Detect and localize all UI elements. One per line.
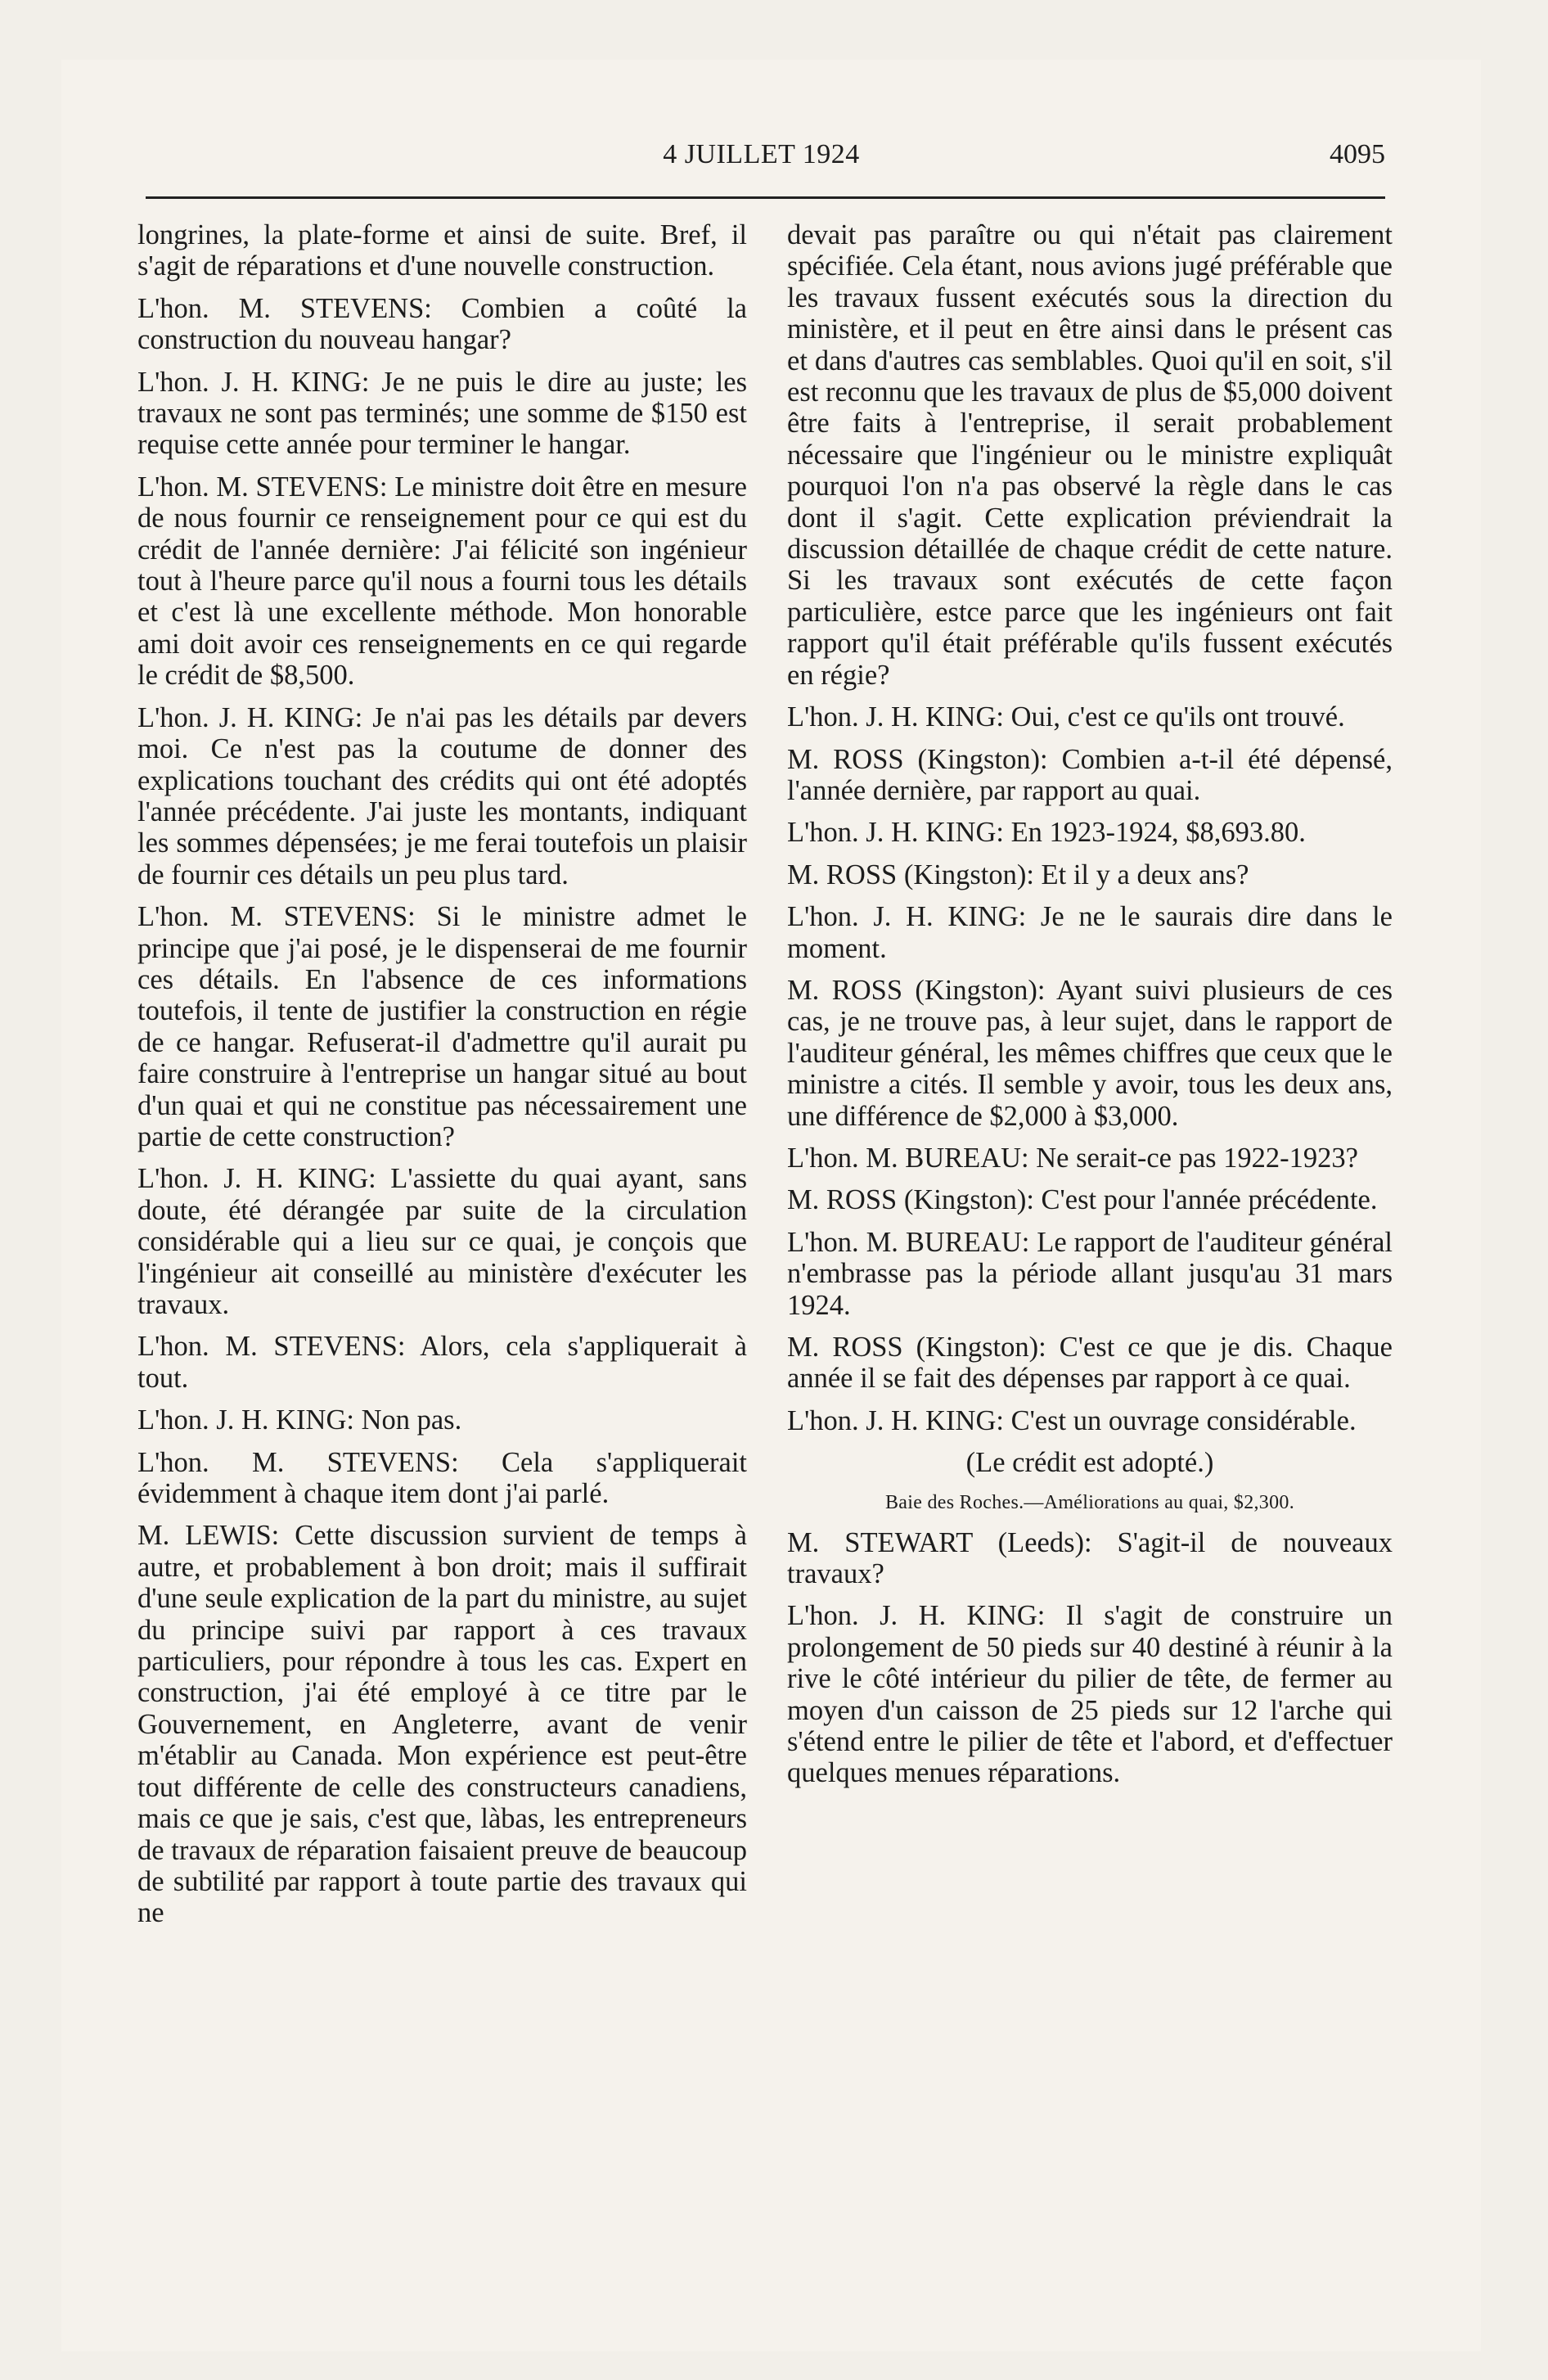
paragraph: L'hon. M. BUREAU: Le rapport de l'auditeur général n'embrasse pas la période allant jusqu'au 31 mars 1924. <box>787 1226 1393 1321</box>
paragraph: L'hon. J. H. KING: C'est un ouvrage considérable. <box>787 1404 1357 1436</box>
paragraph: L'hon. J. H. KING: Je ne le saurais dire dans le moment. <box>787 901 1393 964</box>
vote-item-heading: Baie des Roches.—Améliorations au quai, $2,300. <box>884 1491 1294 1513</box>
paragraph: L'hon. M. STEVENS: Alors, cela s'appliquerait à tout. <box>137 1331 747 1394</box>
paragraph: L'hon. J. H. KING: Il s'agit de construire un prolongement de 50 pieds sur 40 destiné à réunir à la rive le côté intérieur du pilier de tête, de fermer au moyen d'un caisson de 25 pieds sur 12 l'arche qui s'étend entre le pilier de tête et l'abord, et d'effectuer quelques menues réparations. <box>787 1600 1393 1789</box>
paragraph: L'hon. J. H. KING: Non pas. <box>137 1404 462 1436</box>
header-rule <box>146 196 1385 199</box>
page-number: 4095 <box>1330 139 1385 169</box>
paragraph: L'hon. M. STEVENS: Combien a coûté la construction du nouveau hangar? <box>137 292 747 356</box>
paragraph: devait pas paraître ou qui n'était pas clairement spécifiée. Cela étant, nous avions jugé préférable que les travaux fussent exécutés sous la direction du ministère, et il peut en être ainsi dans le présent cas et dans d'autres cas semblables. Quoi qu'il en soit, s'il est reconnu que les travaux de plus de $5,000 doivent être faits à l'entreprise, il serait probablement nécessaire que l'ingénieur ou le ministre expliquât pourquoi l'on n'a pas observé la règle dans le cas dont il s'agit. Cette explication préviendrait la discussion détaillée de chaque crédit de cette nature. Si les travaux sont exécutés de cette façon particulière, estce parce que les ingénieurs ont fait rapport qu'il était préférable qu'ils fussent exécutés en régie? <box>787 219 1393 691</box>
paragraph: longrines, la plate-forme et ainsi de suite. Bref, il s'agit de réparations et d'une nouvelle construction. <box>137 219 747 282</box>
paragraph: L'hon. J. H. KING: Je ne puis le dire au juste; les travaux ne sont pas terminés; une somme de $150 est requise cette année pour terminer le hangar. <box>137 366 747 461</box>
paragraph: M. LEWIS: Cette discussion survient de temps à autre, et probablement à bon droit; mais il suffirait d'une seule explication de la part du ministre, au sujet du principe suivi par rapport à ces travaux particuliers, pour répondre à tous les cas. Expert en construction, j'ai été employé à ce titre par le Gouvernement, en Angleterre, avant de venir m'établir au Canada. Mon expérience est peut-être tout différente de celle des constructeurs canadiens, mais ce que je sais, c'est que, làbas, les entrepreneurs de travaux de réparation faisaient preuve de beaucoup de subtilité par rapport à toute partie des travaux qui ne <box>137 1520 747 1929</box>
paragraph: M. ROSS (Kingston): Et il y a deux ans? <box>787 859 1249 890</box>
header-date: 4 JUILLET 1924 <box>663 139 860 169</box>
paragraph: L'hon. M. BUREAU: Ne serait-ce pas 1922-1923? <box>787 1142 1358 1174</box>
paragraph: L'hon. J. H. KING: L'assiette du quai ayant, sans doute, été dérangée par suite de la circulation considérable qui a lieu sur ce quai, je conçois que l'ingénieur ait conseillé au ministère d'exécuter les travaux. <box>137 1163 747 1320</box>
paragraph: L'hon. M. STEVENS: Cela s'appliquerait évidemment à chaque item dont j'ai parlé. <box>137 1446 747 1510</box>
right-column <box>787 219 1393 1800</box>
paragraph: L'hon. J. H. KING: Oui, c'est ce qu'ils ont trouvé. <box>787 701 1345 733</box>
left-column <box>137 219 747 1940</box>
paragraph: L'hon. J. H. KING: Je n'ai pas les détails par devers moi. Ce n'est pas la coutume de donner des explications touchant des crédits qui ont été adoptés l'année précédente. J'ai juste les montants, indiquant les sommes dépensées; je me ferai toutefois un plaisir de fournir ces détails un peu plus tard. <box>137 701 747 890</box>
paragraph: L'hon. M. STEVENS: Le ministre doit être en mesure de nous fournir ce renseignement pour ce qui est du crédit de l'année dernière: J'ai félicité son ingénieur tout à l'heure parce qu'il nous a fourni tous les détails et c'est là une excellente méthode. Mon honorable ami doit avoir ces renseignements en ce qui regarde le crédit de $8,500. <box>137 471 747 692</box>
vote-adopted-note: (Le crédit est adopté.) <box>965 1447 1214 1479</box>
paragraph: M. ROSS (Kingston): Combien a-t-il été dépensé, l'année dernière, par rapport au quai. <box>787 743 1393 806</box>
paragraph: M. ROSS (Kingston): C'est pour l'année précédente. <box>787 1184 1378 1216</box>
paragraph: M. STEWART (Leeds): S'agit-il de nouveaux travaux? <box>787 1526 1393 1590</box>
paragraph: L'hon. M. STEVENS: Si le ministre admet le principe que j'ai posé, je le dispenserai de me fournir ces détails. En l'absence de ces informations toutefois, il tente de justifier la construction en régie de ce hangar. Refuserat-il d'admettre qu'il aurait pu faire construire à l'entreprise un hangar situé au bout d'un quai et qui ne constitue pas nécessairement une partie de cette construction? <box>137 901 747 1152</box>
paragraph: M. ROSS (Kingston): Ayant suivi plusieurs de ces cas, je ne trouve pas, à leur sujet, dans le rapport de l'auditeur général, les mêmes chiffres que ceux que le ministre a cités. Il semble y avoir, tous les deux ans, une différence de $2,000 à $3,000. <box>787 974 1393 1132</box>
page-header <box>137 139 1385 175</box>
paragraph: L'hon. J. H. KING: En 1923-1924, $8,693.80. <box>787 817 1306 849</box>
paragraph: M. ROSS (Kingston): C'est ce que je dis. Chaque année il se fait des dépenses par rapport à ce quai. <box>787 1332 1393 1395</box>
